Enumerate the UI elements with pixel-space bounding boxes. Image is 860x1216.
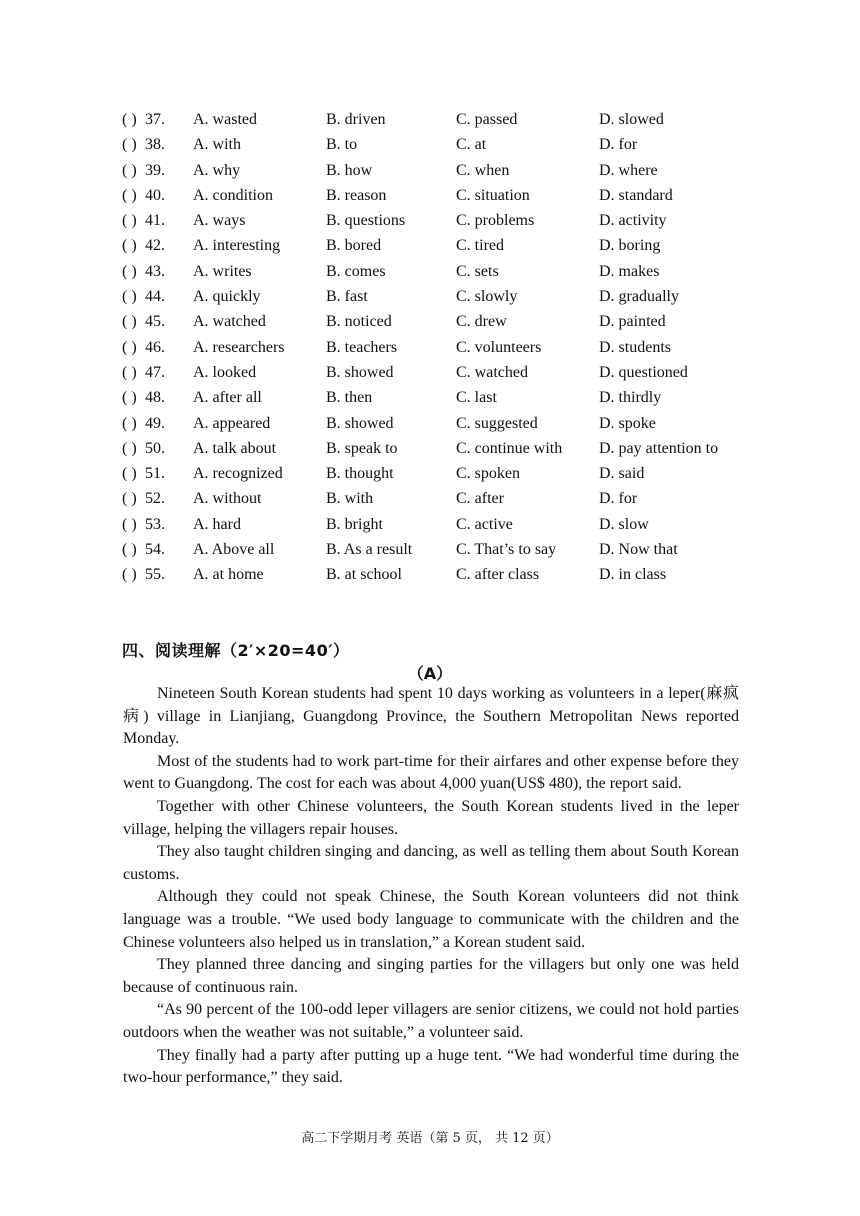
option-a: A. writes — [193, 262, 252, 280]
option-b: B. at school — [326, 566, 402, 584]
option-c: C. passed — [456, 111, 518, 128]
option-b: B. As a result — [326, 541, 413, 559]
question-number: 38. — [145, 136, 165, 154]
answer-blank: ( ) — [122, 566, 137, 584]
option-a: A. talk about — [193, 439, 277, 457]
option-b: B. teachers — [326, 338, 398, 356]
option-a: A. hard — [193, 515, 241, 533]
option-d: D. standard — [599, 186, 673, 204]
question-row — [122, 562, 762, 587]
option-d: D. for — [599, 136, 638, 154]
question-number: 41. — [145, 212, 165, 230]
passage-paragraph: Nineteen South Korean students had spent 10 days working as volunteers in a leper(麻疯病) village in Lianjiang, Guangdong Province, the Southern Metropolitan News reported Monday. — [123, 685, 739, 748]
answer-blank: ( ) — [122, 161, 137, 179]
option-c: C. after — [456, 490, 504, 508]
option-b: B. reason — [326, 186, 387, 204]
question-number: 54. — [145, 541, 165, 559]
option-b: B. questions — [326, 212, 406, 230]
option-d: D. gradually — [599, 288, 679, 306]
option-a: A. condition — [193, 186, 273, 204]
answer-blank: ( ) — [122, 111, 137, 128]
option-a: A. interesting — [193, 237, 281, 255]
question-row — [122, 158, 762, 183]
option-a: A. Above all — [193, 541, 275, 559]
option-c: C. drew — [456, 313, 507, 331]
question-row — [122, 208, 762, 233]
question-row — [122, 512, 762, 537]
answer-blank: ( ) — [122, 414, 137, 432]
option-a: A. after all — [193, 389, 262, 407]
question-row — [122, 385, 762, 410]
question-number: 43. — [145, 262, 165, 280]
question-row — [122, 233, 762, 258]
option-b: B. thought — [326, 465, 394, 483]
option-c: C. That’s to say — [456, 541, 557, 559]
question-row — [122, 183, 762, 208]
answer-blank: ( ) — [122, 541, 137, 559]
option-b: B. comes — [326, 262, 386, 280]
option-b: B. showed — [326, 363, 394, 381]
question-number: 49. — [145, 414, 165, 432]
answer-blank: ( ) — [122, 490, 137, 508]
answer-blank: ( ) — [122, 363, 137, 381]
question-number: 46. — [145, 338, 165, 356]
passage-label: （A） — [407, 664, 453, 683]
question-number: 44. — [145, 288, 165, 306]
option-d: D. spoke — [599, 414, 656, 432]
option-a: A. recognized — [193, 465, 283, 483]
option-d: D. boring — [599, 237, 661, 255]
question-number: 48. — [145, 389, 165, 407]
passage-paragraph: Most of the students had to work part-time for their airfares and other expense before they went to Guangdong. The cost for each was about 4,000 yuan(US$ 480), the report said. — [123, 752, 739, 793]
option-c: C. situation — [456, 186, 530, 204]
answer-blank: ( ) — [122, 389, 137, 407]
option-c: C. tired — [456, 237, 504, 255]
passage-paragraph: Although they could not speak Chinese, the South Korean volunteers did not think language was a trouble. “We used body language to communicate with the children and the Chinese volunteers also helped us in translation,” a Korean student said. — [123, 888, 739, 951]
option-d: D. slow — [599, 515, 649, 533]
answer-options-table — [122, 107, 762, 588]
question-number: 52. — [145, 490, 165, 508]
answer-blank: ( ) — [122, 237, 137, 255]
question-row — [122, 284, 762, 309]
question-row — [122, 259, 762, 284]
option-a: A. appeared — [193, 414, 271, 432]
option-a: A. ways — [193, 212, 246, 230]
option-b: B. bright — [326, 515, 383, 533]
question-number: 37. — [145, 111, 165, 128]
option-b: B. driven — [326, 111, 386, 128]
option-d: D. painted — [599, 313, 666, 331]
answer-blank: ( ) — [122, 262, 137, 280]
option-c: C. watched — [456, 363, 528, 381]
passage-paragraph: “As 90 percent of the 100-odd leper villagers are senior citizens, we could not hold parties outdoors when the weather was not suitable,” a volunteer said. — [123, 1001, 739, 1041]
option-a: A. quickly — [193, 288, 261, 306]
option-d: D. in class — [599, 566, 667, 584]
option-d: D. pay attention to — [599, 439, 719, 457]
passage-paragraph: They also taught children singing and dancing, as well as telling them about South Korean customs. — [123, 843, 739, 883]
option-b: B. fast — [326, 288, 368, 306]
option-b: B. then — [326, 389, 373, 407]
option-a: A. wasted — [193, 111, 257, 128]
question-row — [122, 335, 762, 360]
question-number: 47. — [145, 363, 165, 381]
option-d: D. where — [599, 161, 658, 179]
option-b: B. bored — [326, 237, 382, 255]
option-c: C. active — [456, 515, 513, 533]
question-number: 55. — [145, 566, 165, 584]
option-a: A. why — [193, 161, 241, 179]
option-d: D. thirdly — [599, 389, 662, 407]
option-c: C. after class — [456, 566, 540, 584]
option-c: C. volunteers — [456, 338, 542, 356]
question-row — [122, 360, 762, 385]
question-row — [122, 461, 762, 486]
page-footer: 高二下学期月考 英语（第 5 页， 共 12 页） — [301, 1131, 559, 1146]
option-b: B. to — [326, 136, 358, 154]
question-row — [122, 132, 762, 157]
option-b: B. how — [326, 161, 373, 179]
option-c: C. continue with — [456, 439, 563, 457]
answer-blank: ( ) — [122, 212, 137, 230]
question-number: 50. — [145, 439, 165, 457]
answer-blank: ( ) — [122, 465, 137, 483]
question-number: 39. — [145, 161, 165, 179]
passage-paragraph: Together with other Chinese volunteers, the South Korean students lived in the leper village, helping the villagers repair houses. — [123, 797, 739, 838]
question-row — [122, 537, 762, 562]
option-b: B. with — [326, 490, 374, 508]
question-number: 53. — [145, 515, 165, 533]
answer-blank: ( ) — [122, 186, 137, 204]
option-b: B. speak to — [326, 439, 398, 457]
option-a: A. watched — [193, 313, 266, 331]
question-row — [122, 107, 762, 132]
option-b: B. noticed — [326, 313, 392, 331]
option-a: A. at home — [193, 566, 264, 584]
option-a: A. researchers — [193, 338, 285, 356]
answer-blank: ( ) — [122, 439, 137, 457]
option-c: C. sets — [456, 262, 499, 280]
option-a: A. looked — [193, 363, 257, 381]
answer-blank: ( ) — [122, 515, 137, 533]
reading-passage — [123, 683, 739, 1090]
answer-blank: ( ) — [122, 136, 137, 154]
question-row — [122, 436, 762, 461]
option-d: D. makes — [599, 262, 660, 280]
question-row — [122, 309, 762, 334]
passage-paragraph: They planned three dancing and singing parties for the villagers but only one was held because of continuous rain. — [123, 956, 739, 996]
question-number: 40. — [145, 186, 165, 204]
option-c: C. problems — [456, 212, 535, 230]
option-c: C. slowly — [456, 288, 518, 306]
passage-paragraph: They finally had a party after putting up a huge tent. “We had wonderful time during the two-hour performance,” they said. — [123, 1046, 739, 1087]
option-c: C. last — [456, 389, 497, 407]
option-a: A. without — [193, 490, 262, 508]
option-b: B. showed — [326, 414, 394, 432]
option-d: D. slowed — [599, 111, 664, 128]
question-number: 42. — [145, 237, 165, 255]
option-c: C. when — [456, 161, 510, 179]
answer-blank: ( ) — [122, 288, 137, 306]
answer-blank: ( ) — [122, 313, 137, 331]
answer-blank: ( ) — [122, 338, 137, 356]
option-c: C. spoken — [456, 465, 520, 483]
option-d: D. activity — [599, 212, 667, 230]
question-row — [122, 486, 762, 511]
question-number: 45. — [145, 313, 165, 331]
option-a: A. with — [193, 136, 241, 154]
option-c: C. suggested — [456, 414, 538, 432]
question-number: 51. — [145, 465, 165, 483]
option-d: D. said — [599, 465, 645, 483]
option-d: D. Now that — [599, 541, 678, 559]
option-d: D. for — [599, 490, 638, 508]
option-c: C. at — [456, 136, 487, 154]
option-d: D. questioned — [599, 363, 688, 381]
question-row — [122, 411, 762, 436]
option-d: D. students — [599, 338, 671, 356]
section-heading: 四、阅读理解（2′×20=40′） — [122, 641, 350, 660]
